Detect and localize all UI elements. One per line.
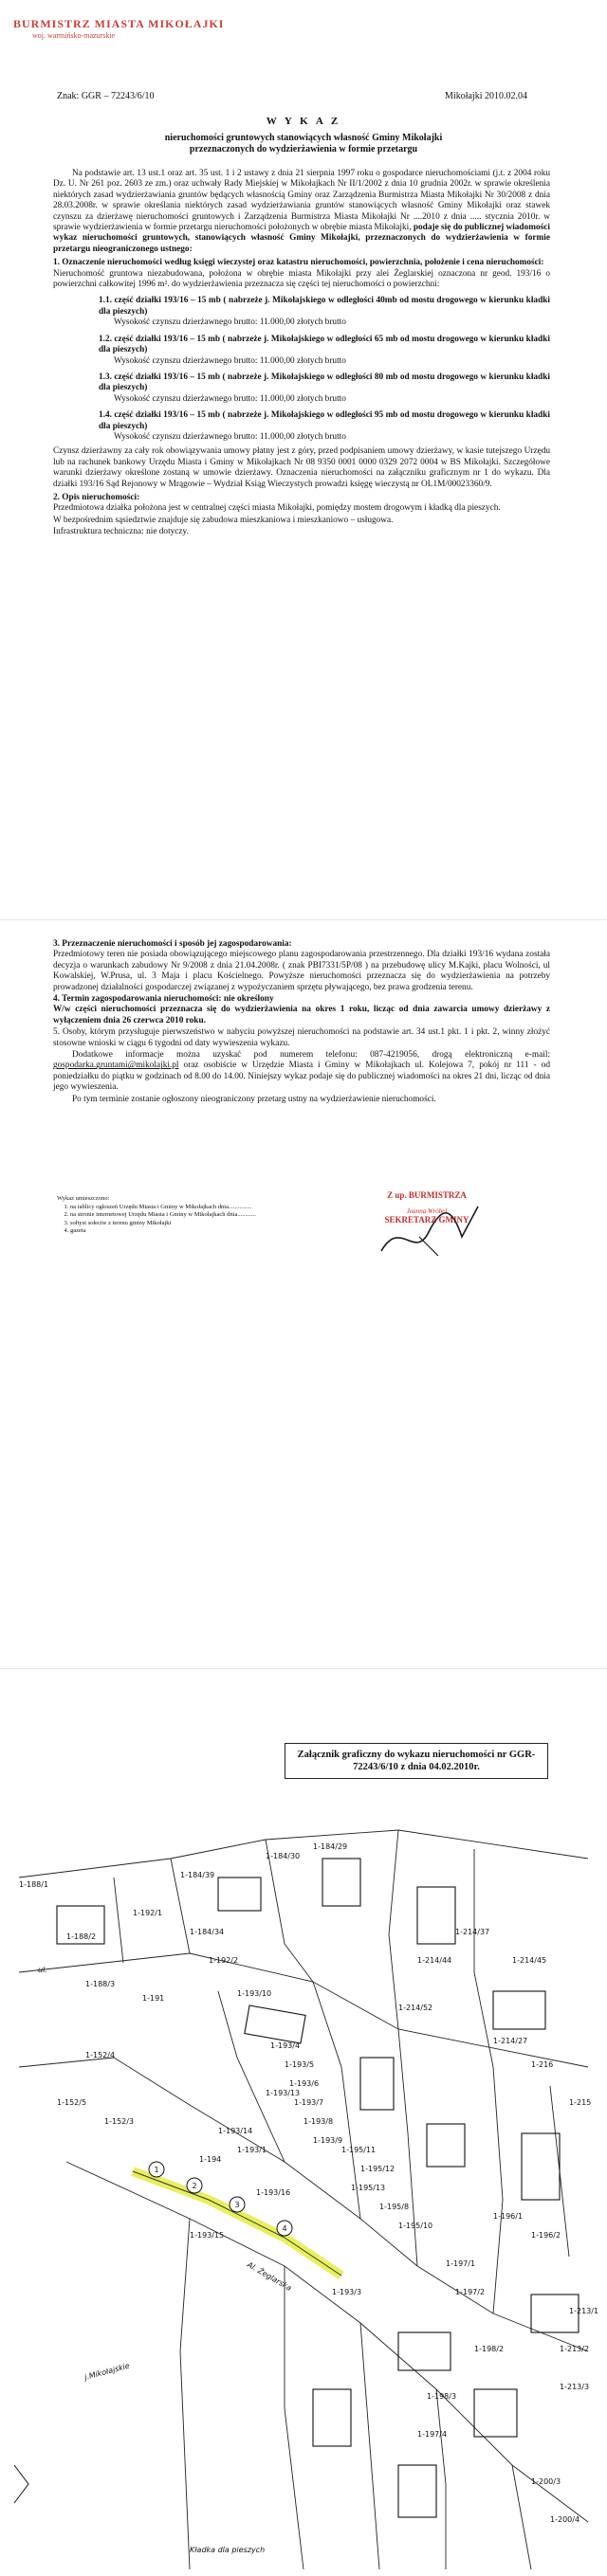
section-1-after: Czynsz dzierżawny za cały rok obowiązywania umowy płatny jest z góry, przed podpisaniem umowy dzierżawy, w kasie tutejszego Urzędu lub na rachunek bankowy Urzędu Miasta i Gminy w Mikołajkach Nr 08 9350 0001 0000 0329 2072 0004 w BS Mikołajki. Szczegółowe warunki dzierżawy określone zostaną w umowie dzierżawy. Oznaczenia nieruchomości na załączniku graficznym nr 1 do wykazu. Dla działki 193/16 Sąd Rejonowy w Mrągowie – Wydział Ksiąg Wieczystych prowadzi księgę wieczystą nr OL1M/00023360/9. (53, 446, 550, 489)
parcel-label: 1-213/2 (560, 2345, 590, 2353)
parcel-label: 1-184/39 (180, 1871, 215, 1879)
section-2-p3: Infrastruktura techniczna: nie dotyczy. (53, 527, 189, 537)
document-sign: Znak: GGR – 72243/6/10 (57, 91, 155, 101)
parcel-label: 1-197/1 (446, 2259, 476, 2268)
annex-title: Załącznik graficzny do wykazu nieruchomości nr GGR-72243/6/10 z dnia 04.02.2010r. (285, 1743, 548, 1779)
distribution-item: 1. na tablicy ogłoszeń Urzędu Miasta i Gminy w Mikołajkach dnia............... (70, 1204, 304, 1212)
plot-marker-label: 4 (282, 2224, 287, 2233)
parcel-label: 1-193/1 (237, 2146, 267, 2154)
stamp-bottom: SEKRETARZ GMINY (384, 1215, 469, 1225)
handwritten-signature (372, 1199, 486, 1265)
region-line: woj. warmińsko-mazurskie (32, 31, 116, 40)
page-3 (0, 1668, 607, 2571)
parcel-label: 1-193/15 (190, 2231, 225, 2240)
section-2-p1: Przedmiotowa działka położona jest w centralnej części miasta Mikołajki, pomiędzy mostem drogowym i kładką dla pieszych. (53, 503, 501, 514)
document-title: W Y K A Z (266, 116, 341, 127)
office-header (13, 17, 224, 40)
distribution-title: Wykaz umieszczono: (57, 1195, 110, 1202)
page-2 (0, 919, 607, 1669)
parcel-label: 1-184/30 (266, 1852, 301, 1860)
parcel-label: 1-193/13 (266, 2089, 301, 2097)
parcel-label: 1-200/3 (531, 2477, 561, 2486)
parcel-label: 1-195/10 (398, 2222, 433, 2230)
parcel-label: 1-193/7 (294, 2098, 324, 2107)
section-1-title: 1. Oznaczenie nieruchomości według księgi wieczystej oraz katastru nieruchomości, powierzchnia, położenie i cena nieruchomości: (53, 258, 544, 268)
email-link[interactable]: gospodarka.gruntami@mikolajki.pl (53, 1061, 179, 1071)
parcel-label: 1-197/2 (455, 2288, 486, 2296)
document-subtitle: nieruchomości gruntowych stanowiących własność Gminy Mikołajki przeznaczonych do wydzierżawienia w formie przetargu (164, 133, 443, 154)
plot-rent: Wysokość czynszu dzierżawnego brutto: 11.000,00 złotych brutto (114, 355, 346, 366)
parcel-label: 1-196/1 (493, 2212, 524, 2221)
parcel-label: 1-214/37 (455, 1928, 490, 1936)
contact-pre: Dodatkowe informacje można uzyskać pod numerem telefonu: 087-4219056, drogą elektroniczną e-mail: (72, 1050, 550, 1061)
cadastral-map (0, 1821, 607, 2571)
document-date: Mikołajki 2010.02.04 (445, 91, 527, 101)
lake-label: j.Mikołajskie (83, 2361, 131, 2382)
parcel-label: 1-152/5 (57, 2098, 87, 2107)
document-body-continued (53, 939, 550, 1106)
stamp-top: Z up. BURMISTRZA (387, 1190, 467, 1200)
plot-marker-label: 3 (234, 2201, 240, 2209)
distribution-list (57, 1195, 304, 1236)
parcel-label: 1-188/2 (66, 1932, 97, 1941)
plot-heading: 1.1. część działki 193/16 – 15 mb ( nabrzeże j. Mikołajskiego w odległości 40mb od mostu drogowego w kierunku kładki dla pieszych) (99, 296, 550, 317)
section-4-text: W/w części nieruchomości przeznacza się do wydzierżawienia na okres 1 roku, licząc od dnia zawarcia umowy dzierżawy z wyłączeniem dnia 26 czerwca 2010 roku. (53, 1005, 550, 1025)
parcel-label: 1-184/29 (313, 1842, 348, 1851)
parcel-label: 1-195/8 (379, 2203, 410, 2211)
plot-item (99, 372, 550, 405)
street-label: Al. Żeglarska (246, 2259, 293, 2293)
parcel-label: 1-152/4 (85, 2051, 116, 2059)
parcel-label: 1-195/11 (341, 2146, 377, 2154)
parcel-label: 1-196/2 (531, 2231, 561, 2240)
plot-marker-label: 1 (154, 2166, 159, 2174)
document-body (53, 169, 550, 539)
parcel-label: 1-193/6 (289, 2079, 320, 2088)
plot-heading: 1.3. część działki 193/16 – 15 mb ( nabrzeże j. Mikołajskiego w odległości 80 mb od mostu drogowego w kierunku kładki dla pieszych) (99, 372, 550, 393)
distribution-item: 4. gazeta (70, 1227, 304, 1236)
parcel-label: 1-192/2 (209, 1956, 239, 1965)
distribution-item: 3. sołtysi sołectw z terenu gminy Mikołajki (70, 1220, 304, 1228)
parcel-label: 1-198/2 (474, 2345, 505, 2353)
section-2-title: 2. Opis nieruchomości: (53, 492, 140, 502)
street-abbrev: ul. (38, 1966, 47, 1974)
plot-item (99, 410, 550, 443)
parcel-label: 1-198/3 (427, 2392, 457, 2401)
plot-marker-label: 2 (192, 2182, 197, 2190)
section-4-title: 4. Termin zagospodarowania nieruchomości: nie określony (53, 994, 274, 1005)
intro-bold: podaje się do publicznej wiadomości wykaz nieruchomości gruntowych, stanowiących własność Gminy Mikołajki, przeznaczonych do wydzierżawienia w formie przetargu nieograniczonego ustnego: (53, 223, 550, 254)
parcel-label: 1-193/16 (256, 2188, 291, 2197)
parcel-label: 1-152/3 (104, 2117, 135, 2126)
parcel-label: 1-214/44 (417, 1956, 452, 1965)
parcel-label: 1-194 (199, 2155, 222, 2164)
map-canvas (0, 1821, 607, 2571)
parcel-label: 1-215 (569, 2098, 592, 2107)
section-5-text: 5. Osoby, którym przysługuje pierwszeństwo w nabyciu powyższej nieruchomości na podstawie art. 34 ust.1 pkt. 1 i pkt. 2, winny złożyć stosowne wnioski w ciągu 6 tygodni od daty wywieszenia wykazu. (53, 1027, 550, 1048)
plot-item (99, 296, 550, 328)
distribution-item: 2. na stronie internetowej Urzędu Miasta i Gminy w Mikołajkach dnia............ (70, 1211, 304, 1220)
stamp-name: Joanna Wróbel (406, 1207, 448, 1215)
intro-text: Na podstawie art. 13 ust.1 oraz art. 35 ust. 1 i 2 ustawy z dnia 21 sierpnia 1997 roku o gospodarce nieruchomościami (j.t. z 2004 roku Dz. U. Nr 261 poz. 2603 ze zm.) oraz uchwały Rady Miejskiej w Mikołajkach Nr II/1/2002 z dnia 10 grudnia 2002r. w sprawie określenia niektórych zasad wydzierżawiania gruntów będących własnością Gminy oraz Zarządzenia Burmistrza Miasta Mikołajki Nr 30/2008 z dnia 28.03.2008r. w sprawie określania niektórych zasad wydzierżawiania gruntów stanowiących własność Gminy Mikołajki oraz stawek czynszu za dzierżawę nieruchomości gruntowych i Zarządzenia Burmistrza Miasta Mikołajki Nr ....2010 z dnia ..... stycznia 2010r. w sprawie wydzierżawienia w formie przetargu nieruchomości położonych w obrębie miasta Mikołajki, (53, 169, 550, 233)
parcel-label: 1-192/1 (133, 1909, 163, 1917)
parcel-label: 1-200/4 (550, 2515, 580, 2524)
parcel-label: 1-188/3 (85, 1980, 116, 1988)
plot-item (99, 335, 550, 367)
parcel-label: 1-191 (142, 1994, 165, 2003)
parcel-label: 1-193/3 (332, 2288, 362, 2296)
parcel-label: 1-193/4 (270, 2041, 301, 2050)
plot-rent: Wysokość czynszu dzierżawnego brutto: 11.000,00 złotych brutto (114, 393, 346, 404)
parcel-label: 1-188/1 (19, 1880, 49, 1889)
parcel-label: 1-213/3 (560, 2383, 590, 2391)
section-1-text: Nieruchomość gruntowa niezabudowana, położona w obrębie miasta Mikołajki przy alei Żeglarskiej oznaczona nr geod. 193/16 o powierzchni całkowitej 1996 m². do wydzierżawienia przeznacza się części tej nieruchomości o powierzchni: (53, 268, 550, 290)
parcel-label: 1-193/5 (285, 2060, 315, 2069)
parcel-label: 1-195/13 (351, 2184, 386, 2192)
parcel-label: 1-214/52 (398, 2004, 433, 2012)
parcel-label: 1-195/12 (360, 2165, 395, 2173)
section-3-text: Przedmiotowy teren nie posiada obowiązującego miejscowego planu zagospodarowania przestrzennego. Dla działki 193/16 wydana została decyzja o warunkach zabudowy Nr 9/2008 z dnia 21.04.2008r. ( znak PBI7331/5P/08 ) na przebudowę ulicy M.Kajki, placu Wolności, ul Kowalskiej, W.Prusa, ul. 3 Maja i placu Kościelnego. Powyższe nieruchomości przeznacza się do wydzierżawienia na potrzeby prowadzonej działalności gospodarczej związanej z wypożyczaniem sprzętu pływającego, bez prawa grodzenia terenu. (53, 950, 550, 992)
parcel-label: 1-184/34 (190, 1928, 225, 1936)
parcel-label: 1-216 (531, 2060, 554, 2069)
parcel-label: 1-214/45 (512, 1956, 547, 1965)
plot-heading: 1.2. część działki 193/16 – 15 mb ( nabrzeże j. Mikołajskiego w odległości 65 mb od mostu drogowego w kierunku kładki dla pieszych) (99, 334, 550, 355)
contact-post: oraz osobiście w Urzędzie Miasta i Gminy w Mikołajkach ul. Kolejowa 7, pokój nr 111 - od poniedziałku do piątku w godzinach od 8.00 do 14.00. Niniejszy wykaz podaje się do publicznej wiadomości na okres 21 dni, licząc od dnia jego wywieszenia. (53, 1061, 550, 1093)
closing-text: Po tym terminie zostanie ogłoszony nieograniczony przetarg ustny na wydzierżawienie nieruchomości. (72, 1094, 436, 1104)
plot-rent: Wysokość czynszu dzierżawnego brutto: 11.000,00 złotych brutto (114, 317, 346, 328)
org-line: BURMISTRZ MIASTA MIKOŁAJKI (13, 17, 225, 30)
parcel-label: 1-214/27 (493, 2037, 528, 2045)
plot-heading: 1.4. część działki 193/16 – 15 mb ( nabrzeże j. Mikołajskiego w odległości 95 mb od mostu drogowego w kierunku kładki dla pieszych) (99, 410, 550, 431)
parcel-label: 1-213/1 (569, 2307, 599, 2315)
section-3-title: 3. Przeznaczenie nieruchomości i sposób jej zagospodarowania: (53, 939, 292, 949)
section-2-p2: W bezpośrednim sąsiedztwie znajduje się zabudowa mieszkaniowa i mieszkaniowo – usługowa. (53, 515, 394, 525)
parcel-label: 1-193/8 (304, 2117, 334, 2126)
parcel-label: 1-193/14 (218, 2127, 253, 2135)
page-1 (0, 0, 607, 919)
parcel-label: 1-197/4 (417, 2430, 448, 2439)
footbridge-label: Kładka dla pieszych (190, 2546, 266, 2554)
plot-rent: Wysokość czynszu dzierżawnego brutto: 11.000,00 złotych brutto (114, 431, 346, 442)
parcel-label: 1-193/9 (313, 2136, 343, 2145)
parcel-label: 1-193/10 (237, 1989, 272, 1998)
